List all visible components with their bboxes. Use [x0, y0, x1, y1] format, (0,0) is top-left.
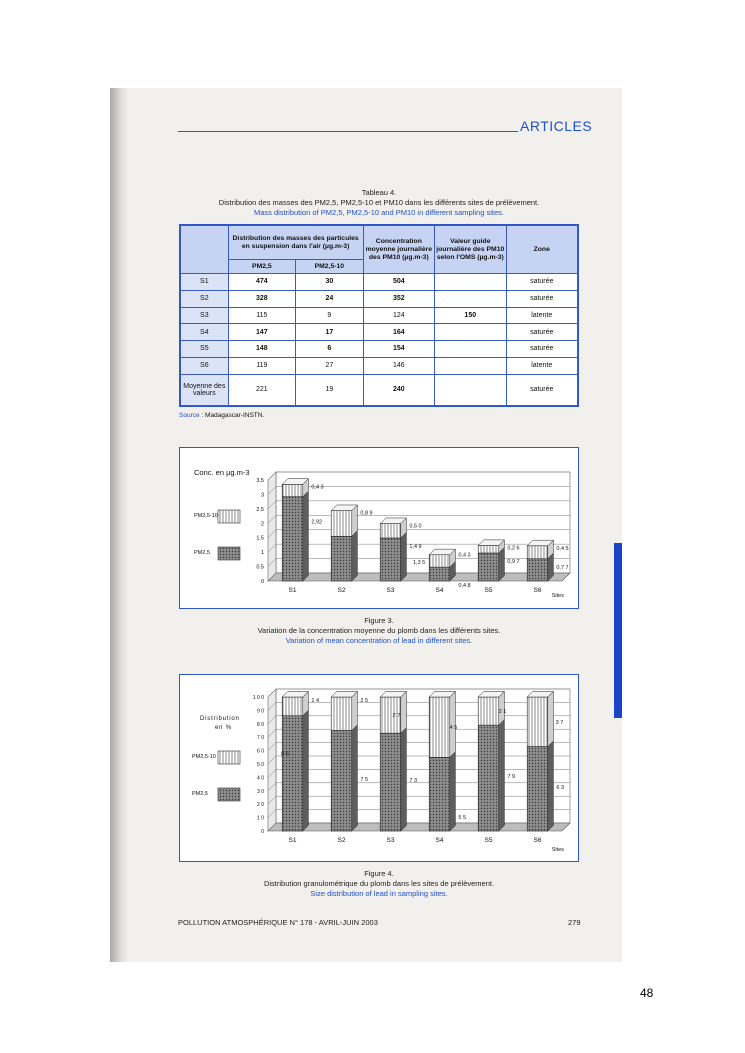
y-tick-label: 6 0	[257, 748, 264, 755]
bar-pm2510	[527, 697, 548, 747]
conc-cell: 504	[363, 274, 434, 291]
conc-cell: 164	[363, 324, 434, 341]
figure4-caption-line-2: Distribution granulométrique du plomb dans les sites de prélèvement.	[263, 879, 495, 888]
data-label-pm2510: 2 1	[498, 709, 507, 716]
data-label-pm2510: 0,4 3	[311, 484, 324, 491]
table-row	[181, 307, 578, 324]
conc-cell: 154	[363, 341, 434, 358]
pm2510-cell: 24	[296, 290, 363, 307]
data-label-pm25: 0,7 7	[556, 564, 569, 571]
bar-pm2510	[282, 484, 303, 496]
legend-label-pm2510: PM2,5-10	[192, 754, 216, 760]
pm2510-cell: 6	[296, 341, 363, 358]
legend-swatch-pm25	[218, 547, 240, 560]
scanned-page	[110, 88, 622, 962]
bar-pm25-side	[352, 725, 358, 831]
pm2510-cell: 27	[296, 357, 363, 374]
data-label-pm2510: 2 5	[360, 698, 369, 704]
pm2510-cell: 9	[296, 307, 363, 324]
header-rule	[178, 131, 518, 132]
x-category-label: S1	[288, 837, 297, 844]
figure4-chart	[180, 675, 578, 861]
data-label-pm2510: 0,4 3	[458, 552, 471, 559]
conc-cell: 352	[363, 290, 434, 307]
legend-label-pm25: PM2,5	[194, 550, 210, 556]
x-category-label: S5	[484, 837, 493, 844]
zone-cell: saturée	[506, 374, 578, 406]
y-axis-title: Conc. en µg.m-3	[194, 468, 250, 477]
x-category-label: S2	[337, 587, 346, 594]
page-spine-shadow	[110, 88, 128, 962]
table-source	[179, 412, 264, 419]
y-tick-label: 9 0	[257, 708, 264, 715]
source-label: Source	[179, 412, 200, 419]
table-caption	[178, 188, 580, 218]
source-text: : Madagascar-INSTN.	[199, 412, 265, 419]
table-row	[181, 374, 578, 406]
bar-pm25	[429, 567, 450, 581]
y-tick-label: 0.5	[256, 564, 264, 571]
legend-label-pm25: PM2,5	[192, 791, 208, 797]
mass-distribution-table	[180, 225, 578, 406]
data-label-pm25: 7 5	[360, 776, 369, 783]
pm25-cell: 474	[228, 274, 295, 291]
x-category-label: S1	[288, 587, 297, 594]
bar-pm2510-side	[352, 691, 358, 730]
data-label-pm2510: 1 4	[311, 698, 320, 704]
conc-cell: 240	[363, 374, 434, 406]
guide-cell	[435, 341, 506, 358]
pm25-cell: 119	[228, 357, 295, 374]
table-row	[181, 357, 578, 374]
section-header: ARTICLES	[520, 118, 593, 134]
header-pm2510-cell: PM2,5-10	[296, 260, 363, 274]
y-tick-label: 4 0	[257, 775, 264, 782]
bar-pm2510-side	[401, 691, 407, 733]
x-axis-label: Sites	[551, 847, 564, 853]
bar-pm2510	[331, 511, 352, 537]
bar-pm25-side	[401, 532, 407, 581]
data-label-pm2510: 0,5 0	[409, 523, 422, 530]
zone-cell: saturée	[506, 274, 578, 291]
x-category-label: S5	[484, 587, 493, 594]
data-label-pm2510: 4 5	[449, 725, 458, 732]
legend-swatch-pm25	[218, 788, 240, 801]
plot-floor	[268, 823, 570, 831]
zone-cell: latente	[506, 307, 578, 324]
guide-cell	[435, 374, 506, 406]
pm2510-cell: 19	[296, 374, 363, 406]
pm25-cell: 115	[228, 307, 295, 324]
figure4-box	[179, 674, 579, 862]
x-category-label: S6	[533, 837, 542, 844]
bar-pm25	[331, 536, 352, 581]
bar-pm25	[331, 731, 352, 832]
figure4-caption-line-1: Figure 4.	[364, 869, 394, 878]
plot-side-wall	[268, 472, 276, 581]
zone-cell: saturée	[506, 324, 578, 341]
bar-pm25-side	[303, 710, 309, 831]
bar-pm2510	[527, 546, 548, 559]
bar-pm2510-side	[548, 691, 554, 746]
table-caption-english: Mass distribution of PM2,5, PM2,5-10 and PM10 in different sampling sites.	[254, 208, 504, 217]
zone-cell: latente	[506, 357, 578, 374]
bar-pm2510	[380, 524, 401, 538]
y-tick-label: 3 0	[257, 788, 264, 795]
site-cell: S2	[181, 290, 229, 307]
journal-footer: POLLUTION ATMOSPHÉRIQUE N° 178 - AVRIL-JUIN 2003	[178, 918, 378, 927]
y-tick-label: 1.5	[256, 535, 264, 542]
bar-pm25-side	[450, 752, 456, 831]
bar-pm25-side	[352, 531, 358, 581]
x-axis-label: Sites	[551, 593, 564, 599]
guide-cell	[435, 274, 506, 291]
data-label-pm25: 7 9	[507, 774, 516, 781]
data-label-pm25: 5 5	[458, 815, 467, 822]
data-label-pm25: 7 3	[409, 778, 418, 785]
x-category-label: S3	[386, 837, 395, 844]
table-row	[181, 341, 578, 358]
x-category-label: S3	[386, 587, 395, 594]
y-tick-label: 5 0	[257, 762, 264, 768]
x-category-label: S6	[533, 587, 542, 594]
figure3-caption	[178, 616, 580, 646]
y-tick-label: 3	[260, 492, 264, 499]
header-group-cell: Distribution des masses des particules en suspension dans l'air (µg.m-3)	[228, 226, 363, 260]
legend-swatch-pm2510	[218, 751, 240, 764]
pm2510-cell: 30	[296, 274, 363, 291]
zone-cell: saturée	[506, 290, 578, 307]
bar-pm2510	[282, 697, 303, 716]
x-category-label: S2	[337, 837, 346, 844]
y-tick-label: 1 0	[257, 815, 264, 822]
y-tick-label: 8 0	[257, 721, 264, 728]
header-conc-cell: Concentration moyenne journalière des PM10 (µg.m-3)	[363, 226, 434, 274]
data-label-pm2510: 0,8 9	[360, 510, 373, 517]
bar-pm25	[527, 747, 548, 831]
bar-pm2510	[331, 697, 352, 731]
table-row	[181, 274, 578, 291]
figure3-box	[179, 447, 579, 609]
data-label-pm2510: 2 7	[392, 713, 401, 720]
site-cell: S1	[181, 274, 229, 291]
y-axis-title-line-2: en %	[215, 725, 232, 731]
data-label-extra: 1,3 5	[413, 560, 426, 566]
site-cell: Moyenne des valeurs	[181, 374, 229, 406]
conc-cell: 124	[363, 307, 434, 324]
figure4-caption-english: Size distribution of lead in sampling sites.	[310, 889, 448, 898]
bar-pm25	[429, 757, 450, 831]
guide-cell	[435, 324, 506, 341]
figure4-caption	[178, 869, 580, 899]
data-label-pm25: 1,4 9	[409, 544, 422, 551]
data-label-pm2510: 3 7	[555, 719, 564, 726]
x-category-label: S4	[435, 837, 444, 844]
site-cell: S5	[181, 341, 229, 358]
data-label-pm25: 0,4 8	[458, 583, 471, 590]
guide-cell: 150	[435, 307, 506, 324]
pm25-cell: 328	[228, 290, 295, 307]
figure3-chart	[180, 448, 578, 608]
table-caption-line-1: Tableau 4.	[361, 188, 397, 197]
figure3-caption-english: Variation of mean concentration of lead in different sites.	[285, 636, 473, 645]
table-row	[181, 324, 578, 341]
document-page-number: 48	[640, 986, 654, 1000]
y-tick-label: 0	[261, 829, 264, 835]
y-tick-label: 1	[260, 550, 264, 557]
legend-swatch-pm2510	[218, 510, 240, 523]
data-table-container	[179, 224, 579, 407]
pm25-cell: 147	[228, 324, 295, 341]
header-pm25-cell: PM2,5	[228, 260, 295, 274]
site-cell: S3	[181, 307, 229, 324]
bar-pm2510	[478, 546, 499, 554]
bar-pm25-side	[401, 728, 407, 831]
bar-pm25	[380, 733, 401, 831]
y-tick-label: 3.5	[256, 478, 264, 484]
y-axis-title-line-1: Distribution	[200, 716, 240, 722]
pm25-cell: 221	[228, 374, 295, 406]
legend-label-pm2510: PM2,5-10	[194, 513, 218, 519]
table-corner-cell	[181, 226, 229, 274]
bar-pm25	[478, 553, 499, 581]
guide-cell	[435, 357, 506, 374]
header-guide-cell: Valeur guide journalière des PM10 selon l'OMS (µg.m-3)	[435, 226, 506, 274]
plot-floor	[268, 573, 570, 581]
y-tick-label: 2	[260, 521, 264, 528]
data-label-pm25: 0,9 7	[507, 559, 520, 566]
zone-cell: saturée	[506, 341, 578, 358]
site-cell: S4	[181, 324, 229, 341]
site-cell: S6	[181, 357, 229, 374]
bar-pm25-side	[303, 491, 309, 581]
y-tick-label: 1 0 0	[252, 695, 264, 701]
guide-cell	[435, 290, 506, 307]
pm25-cell: 148	[228, 341, 295, 358]
data-label-pm25: 8 6	[281, 751, 289, 758]
x-category-label: S4	[435, 587, 444, 594]
data-label-pm2510: 0,4 5	[556, 545, 569, 552]
bar-pm25	[527, 559, 548, 581]
bar-pm2510	[429, 555, 450, 567]
conc-cell: 146	[363, 357, 434, 374]
bar-pm2510	[429, 697, 450, 757]
bar-pm2510	[478, 697, 499, 725]
table-caption-line-2: Distribution des masses des PM2,5, PM2,5-10 et PM10 dans les différents sites de prélèvement.	[218, 198, 540, 207]
table-row	[181, 290, 578, 307]
y-tick-label: 7 0	[257, 735, 264, 742]
journal-page-number: 279	[568, 918, 581, 927]
blue-side-tab	[614, 543, 622, 718]
bar-pm25-side	[548, 741, 554, 831]
bar-pm25	[282, 716, 303, 831]
y-tick-label: 0	[260, 579, 264, 585]
bar-pm25-side	[499, 720, 505, 831]
data-label-pm25: 6 3	[556, 784, 565, 791]
bar-pm25	[478, 725, 499, 831]
bar-pm25	[282, 497, 303, 581]
data-label-pm2510: 0,2 6	[507, 545, 520, 552]
bar-pm25	[380, 538, 401, 581]
data-label-pm25: 2,92	[311, 519, 323, 526]
figure3-caption-line-1: Figure 3.	[364, 616, 394, 625]
y-tick-label: 2.5	[256, 506, 264, 513]
figure3-caption-line-2: Variation de la concentration moyenne du plomb dans les différents sites.	[257, 626, 501, 635]
header-zone-cell: Zone	[506, 226, 578, 274]
y-tick-label: 2 0	[257, 802, 264, 809]
pm2510-cell: 17	[296, 324, 363, 341]
